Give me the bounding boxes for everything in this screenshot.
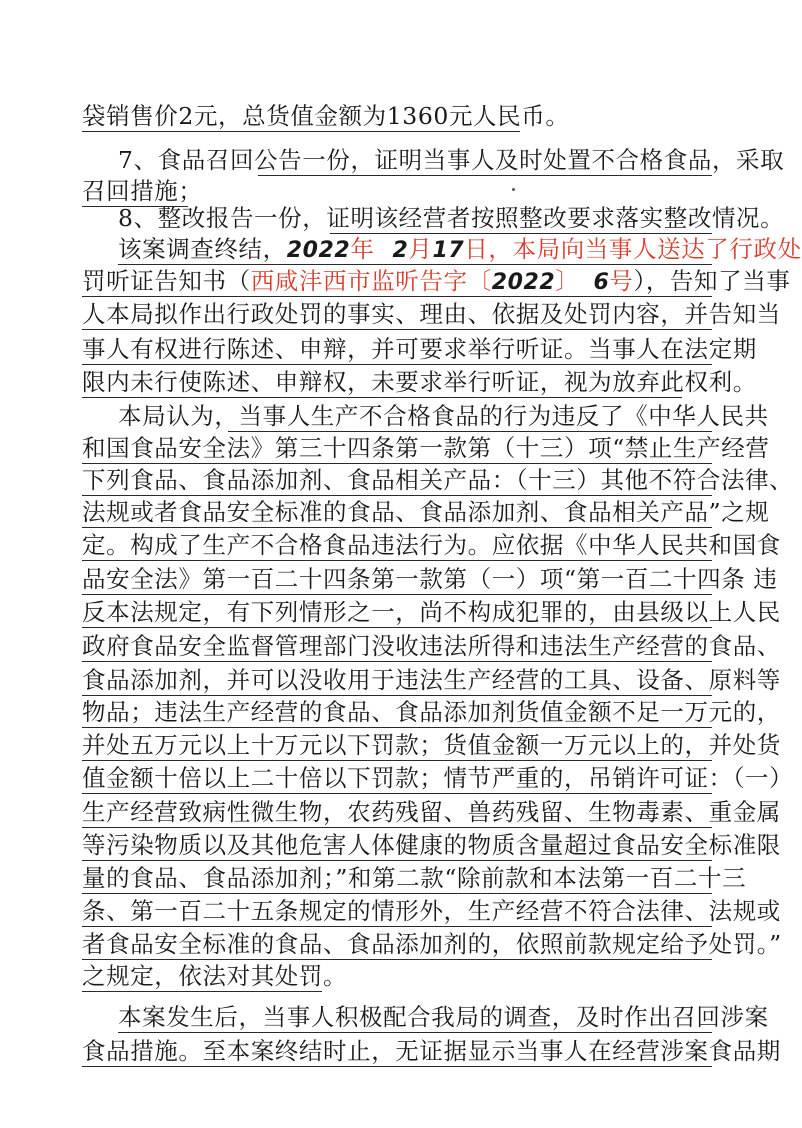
text-line-1 bbox=[82, 97, 712, 135]
line-text: 者食品安全标准的食品、食品添加剂的，依照前款规定给予处罚。” bbox=[82, 930, 782, 958]
handwritten-notice-year: 2022 bbox=[491, 270, 556, 295]
line-text: 法规或者食品安全标准的食品、食品添加剂、食品相关产品”之规 bbox=[82, 498, 770, 526]
text-line-29 bbox=[82, 1032, 781, 1070]
line-text: 7、食品召回公告一份，证明当事人及时处置不合格食品，采取 bbox=[118, 146, 785, 174]
underline-rule bbox=[82, 131, 520, 132]
line-text: 召回措施； bbox=[82, 177, 203, 205]
line-text: 值金额十倍以上二十倍以下罚款；情节严重的，吊销许可证：（一） bbox=[82, 764, 794, 792]
line-text: 下列食品、食品添加剂、食品相关产品：（十三）其他不符合法律、 bbox=[82, 466, 794, 494]
line-text: 物品；违法生产经营的食品、食品添加剂货值金额不足一万元的， bbox=[82, 698, 781, 726]
line-text: 袋销售价2元，总货值金额为1360元人民币。 bbox=[82, 102, 570, 130]
handwritten-month: 2 bbox=[392, 238, 409, 263]
line-text: 该案调查终结， bbox=[118, 235, 287, 263]
line-text: 量的食品、食品添加剂；”和第二款“除前款和本法第一百二十三 bbox=[82, 864, 747, 892]
line-text: 食品添加剂，并可以没收用于违法生产经营的工具、设备、原料等 bbox=[82, 666, 781, 694]
handwritten-notice-number: 6 bbox=[593, 270, 610, 295]
line-text: 人本局拟作出行政处罚的事实、理由、依据及处罚内容，并告知当 bbox=[82, 300, 781, 328]
underline-rule bbox=[82, 991, 322, 992]
line-text: 本局认为，当事人生产不合格食品的行为违反了《中华人民共 bbox=[118, 402, 769, 430]
text-line-27 bbox=[82, 957, 712, 995]
line-text: 8、整改报告一份，证明该经营者按照整改要求落实整改情况。 bbox=[118, 204, 785, 232]
line-text: 本案发生后，当事人积极配合我局的调查，及时作出召回涉案 bbox=[118, 1003, 769, 1031]
notice-number-suffix: 号 bbox=[609, 267, 634, 295]
line-text: 定。构成了生产不合格食品违法行为。应依据《中华人民共和国食 bbox=[82, 531, 781, 559]
line-text: 限内未行使陈述、申辩权，未要求举行听证，视为放弃此权利。 bbox=[82, 368, 757, 396]
date-label-day: 日，本局向当事人送达了行政处 bbox=[464, 235, 802, 263]
line-text: 和国食品安全法》第三十四条第一款第（十三）项“禁止生产经营 bbox=[82, 434, 770, 462]
date-label-month: 月 bbox=[408, 235, 433, 263]
notice-bracket: 〕 bbox=[555, 267, 580, 295]
text-line-28 bbox=[118, 998, 769, 1036]
date-label-year: 年 bbox=[350, 235, 375, 263]
handwritten-year: 2022 bbox=[286, 238, 351, 263]
text-line-17 bbox=[82, 627, 781, 665]
line-text: 生产经营致病性微生物，农药残留、兽药残留、生物毒素、重金属 bbox=[82, 798, 781, 826]
line-text: 条、第一百二十五条规定的情形外，生产经营不符合法律、法规或 bbox=[82, 897, 781, 925]
text-line-14 bbox=[82, 526, 781, 564]
line-text: 罚听证告知书（ bbox=[82, 267, 251, 295]
line-text: 之规定，依法对其处罚。 bbox=[82, 962, 348, 990]
stray-mark bbox=[512, 188, 515, 191]
text-line-21 bbox=[82, 759, 794, 797]
line-text: 事人有权进行陈述、申辩，并可要求举行听证。当事人在法定期 bbox=[82, 335, 757, 363]
line-text: 食品措施。至本案终结时止，无证据显示当事人在经营涉案食品期 bbox=[82, 1037, 781, 1065]
line-text: 并处五万元以上十万元以下罚款；货值金额一万元以上的，并处货 bbox=[82, 731, 781, 759]
text-line-16 bbox=[82, 593, 781, 631]
notice-number-prefix: 西咸沣西市监听告字〔 bbox=[250, 267, 492, 295]
line-text: ），告知了当事 bbox=[633, 267, 791, 295]
text-line-9 bbox=[82, 363, 757, 401]
text-line-7 bbox=[82, 295, 781, 333]
line-text: 政府食品安全监督管理部门没收违法所得和违法生产经营的食品、 bbox=[82, 632, 781, 660]
underline-rule bbox=[82, 1066, 712, 1067]
line-text: 等污染物质以及其他危害人体健康的物质含量超过食品安全标准限 bbox=[82, 831, 781, 859]
line-text: 品安全法》第一百二十四条第一款第（一）项“第一百二十四条 违 bbox=[82, 565, 778, 593]
line-text: 反本法规定，有下列情形之一，尚不构成犯罪的，由县级以上人民 bbox=[82, 598, 781, 626]
handwritten-day: 17 bbox=[432, 238, 465, 263]
